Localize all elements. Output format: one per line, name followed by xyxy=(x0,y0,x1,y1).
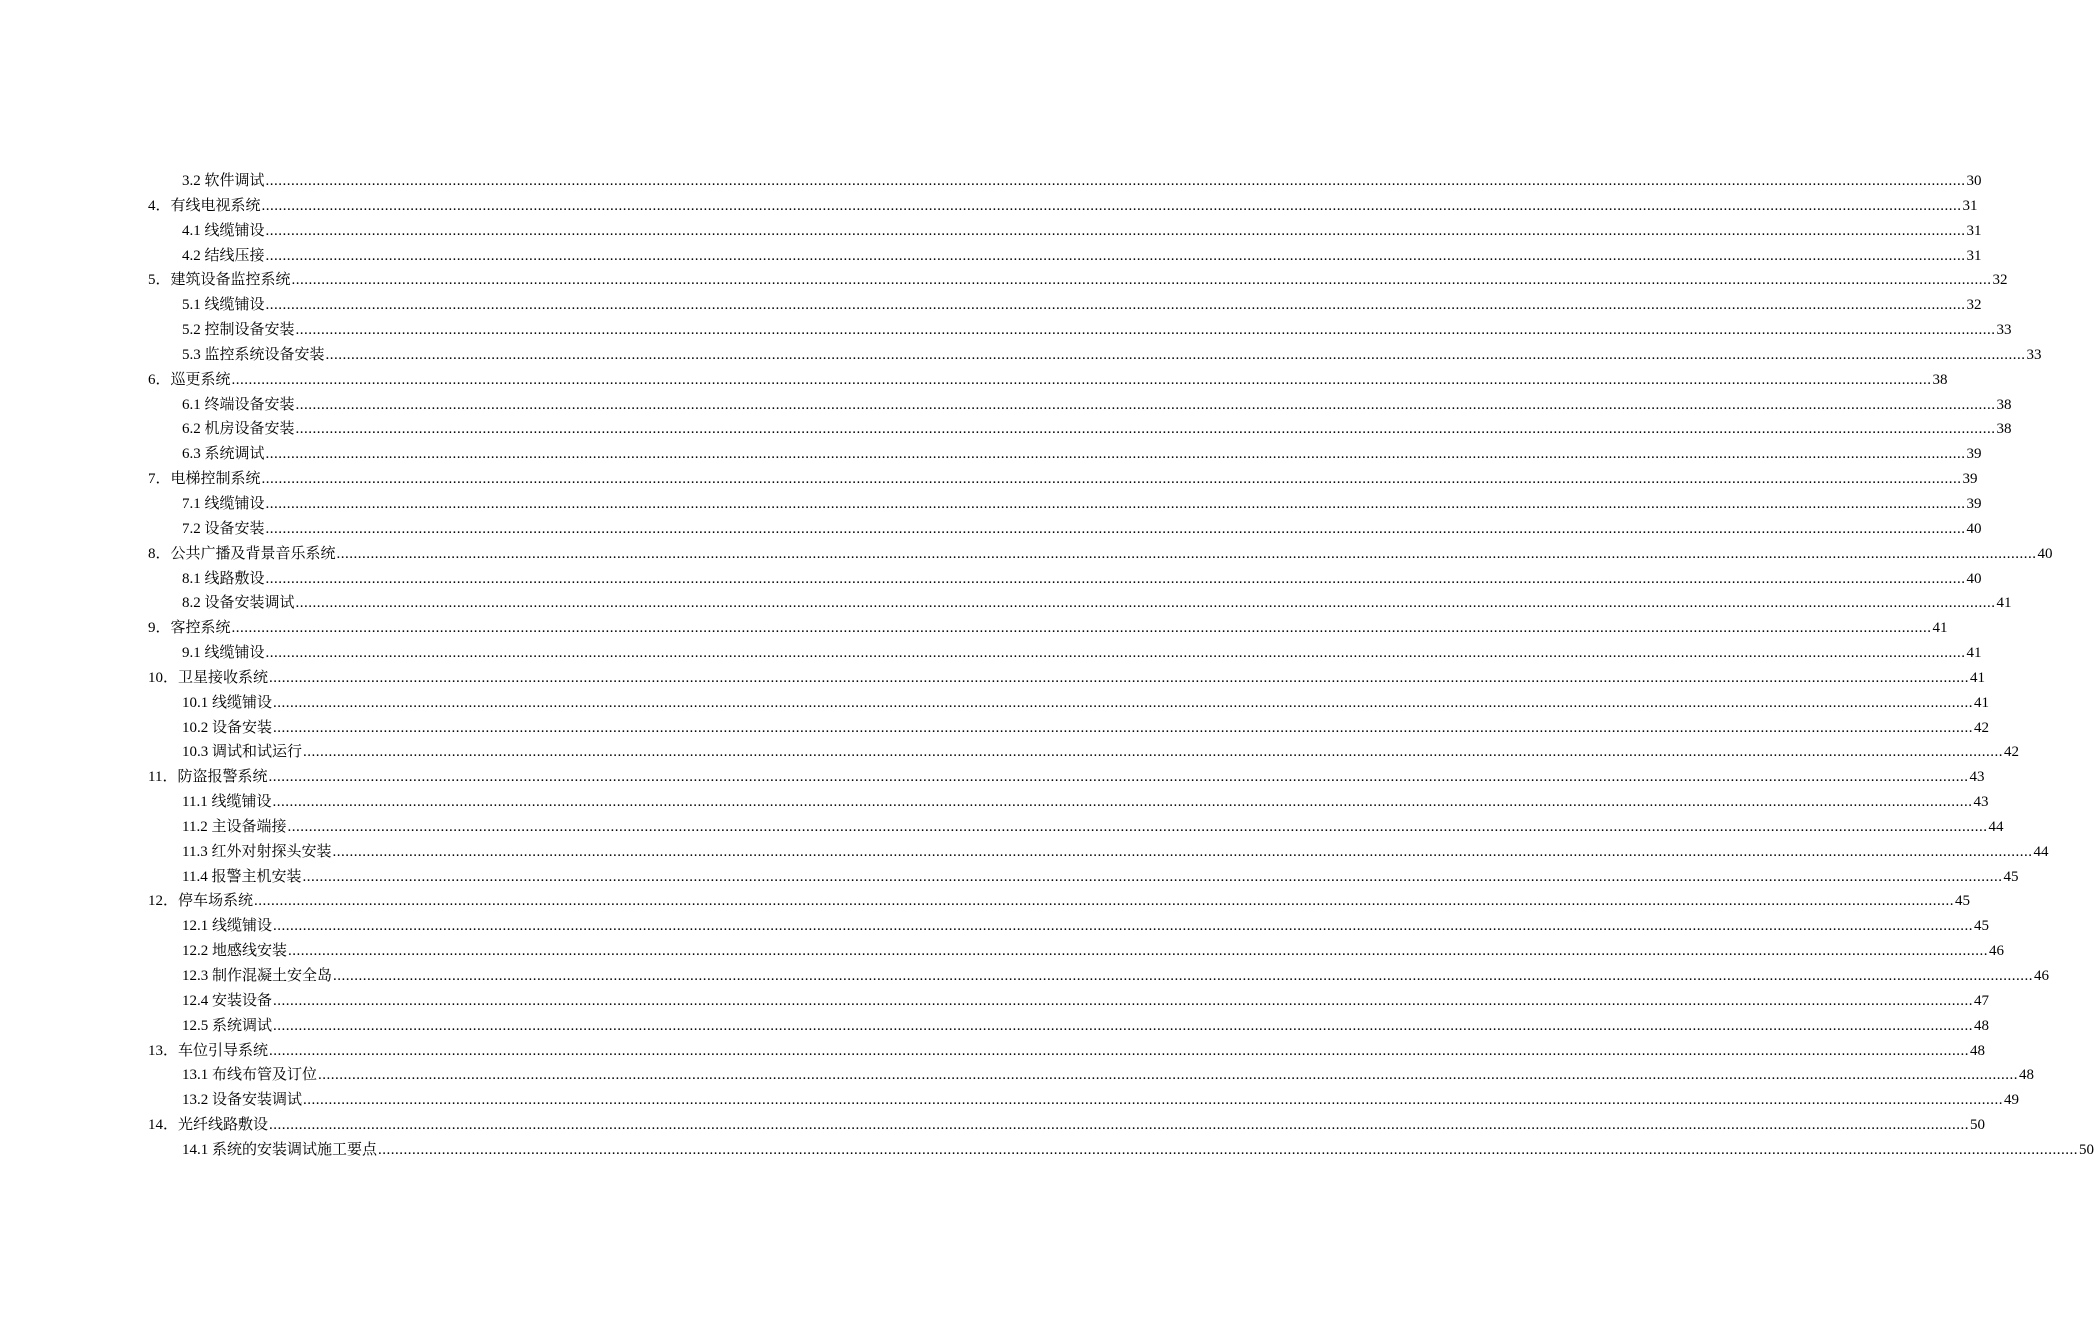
toc-dot-leader: ................................................................................................................................................................................................................................................................................................................................................................................................................ xyxy=(303,1092,2004,1109)
toc-subsection-entry[interactable] xyxy=(148,517,1982,542)
toc-dot-leader: ................................................................................................................................................................................................................................................................................................................................................................................................................ xyxy=(325,346,2026,363)
toc-subsection-entry[interactable] xyxy=(148,691,1990,716)
toc-page-number: 50 xyxy=(2079,1141,2094,1158)
toc-page-number: 40 xyxy=(2037,545,2053,562)
table-of-contents xyxy=(148,169,2094,1163)
toc-page-number: 31 xyxy=(1966,247,1982,264)
toc-page-number: 41 xyxy=(1932,620,1948,637)
toc-page-number: 42 xyxy=(2004,744,2020,761)
toc-dot-leader: ................................................................................................................................................................................................................................................................................................................................................................................................................ xyxy=(269,669,1970,686)
toc-dot-leader: ................................................................................................................................................................................................................................................................................................................................................................................................................ xyxy=(265,222,1966,239)
toc-entry-label: 8．公共广播及背景音乐系统 xyxy=(148,545,336,562)
toc-dot-leader: ................................................................................................................................................................................................................................................................................................................................................................................................................ xyxy=(231,371,1932,388)
toc-subsection-entry[interactable] xyxy=(148,716,1990,741)
toc-dot-leader: ................................................................................................................................................................................................................................................................................................................................................................................................................ xyxy=(265,645,1966,662)
toc-entry-label: 4.2 结线压接 xyxy=(182,247,265,264)
toc-entry-label: 5.1 线缆铺设 xyxy=(182,297,265,314)
toc-entry-label: 14．光纤线路敷设 xyxy=(148,1117,269,1134)
toc-subsection-entry[interactable] xyxy=(148,169,1982,194)
toc-subsection-entry[interactable] xyxy=(148,914,1990,939)
toc-page-number: 38 xyxy=(1996,421,2012,438)
toc-subsection-entry[interactable] xyxy=(148,989,1990,1014)
toc-dot-leader: ................................................................................................................................................................................................................................................................................................................................................................................................................ xyxy=(265,495,1966,512)
toc-section-entry[interactable] xyxy=(148,1039,1986,1064)
toc-dot-leader: ................................................................................................................................................................................................................................................................................................................................................................................................................ xyxy=(254,893,1955,910)
toc-dot-leader: ................................................................................................................................................................................................................................................................................................................................................................................................................ xyxy=(265,570,1966,587)
toc-entry-label: 12.2 地感线安装 xyxy=(182,943,288,960)
toc-subsection-entry[interactable] xyxy=(148,865,2019,890)
toc-entry-label: 12．停车场系统 xyxy=(148,893,254,910)
toc-entry-label: 13．车位引导系统 xyxy=(148,1042,269,1059)
toc-subsection-entry[interactable] xyxy=(148,492,1982,517)
toc-entry-label: 5.3 监控系统设备安装 xyxy=(182,346,325,363)
toc-page-number: 44 xyxy=(1988,818,2004,835)
toc-entry-label: 11.1 线缆铺设 xyxy=(182,794,272,811)
toc-subsection-entry[interactable] xyxy=(148,1138,2094,1163)
toc-entry-label: 7.1 线缆铺设 xyxy=(182,495,265,512)
toc-dot-leader: ................................................................................................................................................................................................................................................................................................................................................................................................................ xyxy=(265,173,1966,189)
toc-entry-label: 8.1 线路敷设 xyxy=(182,570,265,587)
toc-page-number: 33 xyxy=(1996,322,2012,339)
toc-dot-leader: ................................................................................................................................................................................................................................................................................................................................................................................................................ xyxy=(269,1042,1970,1059)
toc-entry-label: 11．防盗报警系统 xyxy=(148,769,268,786)
toc-subsection-entry[interactable] xyxy=(148,393,2012,418)
toc-entry-label: 6．巡更系统 xyxy=(148,371,231,388)
toc-page-number: 39 xyxy=(1962,471,1978,488)
toc-dot-leader: ................................................................................................................................................................................................................................................................................................................................................................................................................ xyxy=(288,943,1989,960)
toc-section-entry[interactable] xyxy=(148,889,1971,914)
toc-dot-leader: ................................................................................................................................................................................................................................................................................................................................................................................................................ xyxy=(318,1067,2019,1084)
toc-section-entry[interactable] xyxy=(148,467,1978,492)
toc-page-number: 41 xyxy=(1966,645,1982,662)
toc-page-number: 41 xyxy=(1974,694,1990,711)
toc-subsection-entry[interactable] xyxy=(148,293,1982,318)
toc-subsection-entry[interactable] xyxy=(148,641,1982,666)
toc-dot-leader: ................................................................................................................................................................................................................................................................................................................................................................................................................ xyxy=(265,446,1966,463)
toc-subsection-entry[interactable] xyxy=(148,1088,2020,1113)
toc-entry-label: 4.1 线缆铺设 xyxy=(182,222,265,239)
toc-dot-leader: ................................................................................................................................................................................................................................................................................................................................................................................................................ xyxy=(273,918,1974,935)
toc-dot-leader: ................................................................................................................................................................................................................................................................................................................................................................................................................ xyxy=(272,794,1973,811)
toc-page-number: 39 xyxy=(1966,495,1982,512)
toc-page-number: 41 xyxy=(1970,669,1986,686)
toc-dot-leader: ................................................................................................................................................................................................................................................................................................................................................................................................................ xyxy=(261,471,1962,488)
toc-entry-label: 13.1 布线布管及订位 xyxy=(182,1067,318,1084)
toc-subsection-entry[interactable] xyxy=(148,1014,1990,1039)
toc-entry-label: 6.3 系统调试 xyxy=(182,446,265,463)
toc-subsection-entry[interactable] xyxy=(148,244,1982,269)
toc-page-number: 42 xyxy=(1974,719,1990,736)
toc-dot-leader: ................................................................................................................................................................................................................................................................................................................................................................................................................ xyxy=(333,968,2034,984)
toc-dot-leader: ................................................................................................................................................................................................................................................................................................................................................................................................................ xyxy=(291,272,1992,289)
toc-page-number: 43 xyxy=(1973,794,1989,811)
toc-dot-leader: ................................................................................................................................................................................................................................................................................................................................................................................................................ xyxy=(287,818,1988,835)
toc-entry-label: 12.5 系统调试 xyxy=(182,1017,273,1034)
toc-page-number: 46 xyxy=(2034,968,2050,984)
toc-dot-leader: ................................................................................................................................................................................................................................................................................................................................................................................................................ xyxy=(265,247,1966,264)
toc-subsection-entry[interactable] xyxy=(148,840,2049,865)
toc-page-number: 32 xyxy=(1992,272,2008,289)
toc-section-entry[interactable] xyxy=(148,194,1978,219)
toc-section-entry[interactable] xyxy=(148,542,2053,567)
toc-page-number: 48 xyxy=(1970,1042,1986,1059)
toc-subsection-entry[interactable] xyxy=(148,567,1982,592)
toc-dot-leader: ................................................................................................................................................................................................................................................................................................................................................................................................................ xyxy=(265,520,1966,537)
toc-subsection-entry[interactable] xyxy=(148,939,2005,964)
toc-entry-label: 13.2 设备安装调试 xyxy=(182,1092,303,1109)
toc-page-number: 40 xyxy=(1966,520,1982,537)
toc-dot-leader: ................................................................................................................................................................................................................................................................................................................................................................................................................ xyxy=(295,396,1996,413)
toc-section-entry[interactable] xyxy=(148,666,1986,691)
toc-page-number: 49 xyxy=(2004,1092,2020,1109)
toc-page-number: 45 xyxy=(2003,868,2019,885)
toc-entry-label: 10.2 设备安装 xyxy=(182,719,273,736)
toc-entry-label: 6.1 终端设备安装 xyxy=(182,396,295,413)
toc-entry-label: 9．客控系统 xyxy=(148,620,231,637)
toc-entry-label: 12.3 制作混凝土安全岛 xyxy=(182,968,333,984)
toc-subsection-entry[interactable] xyxy=(148,318,2012,343)
toc-entry-label: 11.2 主设备端接 xyxy=(182,818,287,835)
toc-page-number: 33 xyxy=(2026,346,2042,363)
toc-entry-label: 3.2 软件调试 xyxy=(182,173,265,189)
toc-entry-label: 11.3 红外对射探头安装 xyxy=(182,843,332,860)
toc-entry-label: 12.4 安装设备 xyxy=(182,992,273,1009)
toc-dot-leader: ................................................................................................................................................................................................................................................................................................................................................................................................................ xyxy=(295,595,1996,612)
toc-dot-leader: ................................................................................................................................................................................................................................................................................................................................................................................................................ xyxy=(273,719,1974,736)
toc-dot-leader: ................................................................................................................................................................................................................................................................................................................................................................................................................ xyxy=(302,868,2003,885)
toc-page-number: 32 xyxy=(1966,297,1982,314)
toc-dot-leader: ................................................................................................................................................................................................................................................................................................................................................................................................................ xyxy=(295,322,1996,339)
toc-page-number: 41 xyxy=(1996,595,2012,612)
toc-entry-label: 4．有线电视系统 xyxy=(148,197,261,214)
toc-page-number: 38 xyxy=(1932,371,1948,388)
toc-dot-leader: ................................................................................................................................................................................................................................................................................................................................................................................................................ xyxy=(295,421,1996,438)
toc-dot-leader: ................................................................................................................................................................................................................................................................................................................................................................................................................ xyxy=(231,620,1932,637)
toc-entry-label: 8.2 设备安装调试 xyxy=(182,595,295,612)
toc-entry-label: 11.4 报警主机安装 xyxy=(182,868,302,885)
toc-subsection-entry[interactable] xyxy=(148,964,2050,989)
toc-entry-label: 9.1 线缆铺设 xyxy=(182,645,265,662)
toc-section-entry[interactable] xyxy=(148,268,2008,293)
toc-dot-leader: ................................................................................................................................................................................................................................................................................................................................................................................................................ xyxy=(261,197,1962,214)
toc-dot-leader: ................................................................................................................................................................................................................................................................................................................................................................................................................ xyxy=(269,1117,1970,1134)
toc-entry-label: 7.2 设备安装 xyxy=(182,520,265,537)
toc-entry-label: 7．电梯控制系统 xyxy=(148,471,261,488)
toc-entry-label: 6.2 机房设备安装 xyxy=(182,421,295,438)
toc-entry-label: 10.1 线缆铺设 xyxy=(182,694,273,711)
toc-page-number: 39 xyxy=(1966,446,1982,463)
toc-entry-label: 5.2 控制设备安装 xyxy=(182,322,295,339)
toc-page-number: 48 xyxy=(2019,1067,2035,1084)
toc-subsection-entry[interactable] xyxy=(148,740,2020,765)
toc-subsection-entry[interactable] xyxy=(148,790,1989,815)
toc-subsection-entry[interactable] xyxy=(148,1063,2035,1088)
toc-page-number: 50 xyxy=(1970,1117,1986,1134)
toc-page-number: 44 xyxy=(2033,843,2049,860)
toc-entry-label: 14.1 系统的安装调试施工要点 xyxy=(182,1141,378,1158)
toc-entry-label: 12.1 线缆铺设 xyxy=(182,918,273,935)
toc-dot-leader: ................................................................................................................................................................................................................................................................................................................................................................................................................ xyxy=(303,744,2004,761)
toc-entry-label: 5．建筑设备监控系统 xyxy=(148,272,291,289)
toc-section-entry[interactable] xyxy=(148,616,1948,641)
toc-section-entry[interactable] xyxy=(148,368,1948,393)
toc-subsection-entry[interactable] xyxy=(148,343,2042,368)
toc-section-entry[interactable] xyxy=(148,765,1985,790)
toc-page-number: 46 xyxy=(1989,943,2005,960)
toc-dot-leader: ................................................................................................................................................................................................................................................................................................................................................................................................................ xyxy=(273,1017,1974,1034)
toc-subsection-entry[interactable] xyxy=(148,219,1982,244)
toc-subsection-entry[interactable] xyxy=(148,815,2004,840)
toc-entry-label: 10.3 调试和试运行 xyxy=(182,744,303,761)
toc-dot-leader: ................................................................................................................................................................................................................................................................................................................................................................................................................ xyxy=(265,297,1966,314)
toc-page-number: 31 xyxy=(1966,222,1982,239)
toc-page-number: 45 xyxy=(1955,893,1971,910)
toc-subsection-entry[interactable] xyxy=(148,417,2012,442)
toc-entry-label: 10．卫星接收系统 xyxy=(148,669,269,686)
toc-dot-leader: ................................................................................................................................................................................................................................................................................................................................................................................................................ xyxy=(273,992,1974,1009)
toc-subsection-entry[interactable] xyxy=(148,442,1982,467)
toc-subsection-entry[interactable] xyxy=(148,591,2012,616)
toc-page-number: 47 xyxy=(1974,992,1990,1009)
toc-page-number: 38 xyxy=(1996,396,2012,413)
toc-dot-leader: ................................................................................................................................................................................................................................................................................................................................................................................................................ xyxy=(378,1141,2079,1158)
toc-page-number: 43 xyxy=(1969,769,1985,786)
toc-page-number: 45 xyxy=(1974,918,1990,935)
toc-dot-leader: ................................................................................................................................................................................................................................................................................................................................................................................................................ xyxy=(336,545,2037,562)
toc-page-number: 48 xyxy=(1974,1017,1990,1034)
toc-page-number: 31 xyxy=(1962,197,1978,214)
toc-dot-leader: ................................................................................................................................................................................................................................................................................................................................................................................................................ xyxy=(273,694,1974,711)
toc-dot-leader: ................................................................................................................................................................................................................................................................................................................................................................................................................ xyxy=(268,769,1969,786)
toc-dot-leader: ................................................................................................................................................................................................................................................................................................................................................................................................................ xyxy=(332,843,2033,860)
toc-page-number: 30 xyxy=(1966,173,1982,189)
toc-section-entry[interactable] xyxy=(148,1113,1986,1138)
toc-page-number: 40 xyxy=(1966,570,1982,587)
